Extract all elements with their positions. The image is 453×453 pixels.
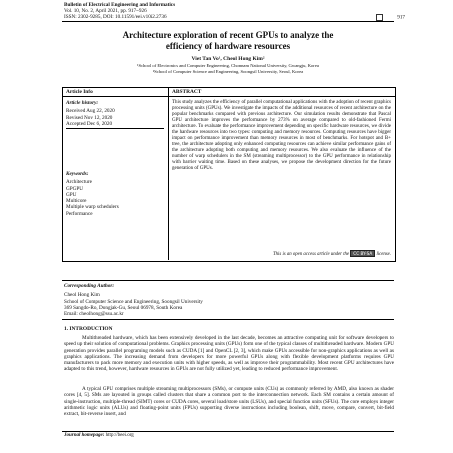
keyword: Multiple warp schedulers [66, 204, 119, 211]
homepage-link[interactable]: http://beei.org [105, 433, 134, 438]
history-heading: Article history: [66, 100, 99, 106]
journal-name: Bulletin of Electrical Engineering and Informatics [64, 2, 176, 8]
introduction-paragraph-1: Multithreaded hardware, which has been extensively developed in the last decade, becomes an attractive computing unit for software developers to speed up their solution of computational problems. Graphics processing units (GPUs) form one of the typical classes of multithreaded hardware. Modern GPU generation provides parallel programing models such as CUDA [1] and OpenCL [2, 3], which make GPUs accessible for non-graphics applications as well as graphics applications. The increasing demand from developers for more powerful GPUs along with flexible development platforms requires GPU manufacturers to pack more memory and execution units with higher speeds, as well as improve their programmability. Most recent GPU architectures have adapted to this trend, however, hardware resources in GPUs are not fully utilized yet, leading to reduced performance improvement. [64, 335, 394, 373]
header-rule [62, 21, 394, 22]
table-column-divider [168, 87, 169, 260]
corresponding-name: Cheol Hong Kim [64, 292, 100, 299]
journal-volume: Vol. 10, No. 2, April 2021, pp. 917~926 [64, 8, 147, 15]
corresponding-address: 369 Sangdo-Ro, Dongjak-Gu, Seoul 06978, South Korea [64, 304, 183, 311]
article-info-heading: Article Info [66, 88, 93, 95]
keyword: GPGPU [66, 185, 84, 192]
keyword: Architecture [66, 179, 92, 186]
journal-issn: ISSN: 2302-9285, DOI: 10.11591/eei.v10i2.2736 [64, 14, 167, 21]
corresponding-email: Email: cheolhong@ssu.ac.kr [64, 311, 124, 318]
corresponding-top-rule [62, 280, 394, 281]
keyword: Performance [66, 210, 93, 217]
info-divider [66, 128, 164, 129]
page-number-area [376, 14, 405, 21]
abstract-text: This study analyzes the efficiency of parallel computational applications with the adoption of recent graphics processing units (GPUs). We investigate the impacts of the additional resources of recent architecture on the popular benchmarks compared with previous architecture. Our simulation results demonstrate that Pascal GPU architecture improves the performance by 273% on average compared to old-fashioned Fermi architecture. To evaluate the performance improvement depending on specific hardware resources, we divide the hardware resources into two types: computing and memory resources. Computing resources have bigger impact on performance improvement than memory resources in most of benchmarks. For hotspot and B+ tree, the architecture adopting only enhanced computing resources can achieve similar performance gains of the architecture adopting both computing and memory resources. We also evaluate the influence of the number of warp schedulers in the SM (streaming multiprocessor) to the GPU performance in relationship with barrier waiting time. Based on these analyses, we propose the development direction for the future generation of GPUs. [172, 100, 391, 171]
journal-header [64, 2, 175, 21]
corresponding-heading: Corresponding Author: [64, 283, 115, 289]
affiliation-1: ¹School of Electronics and Computer Engineering, Chonnam National University, Gwangju, Korea [137, 63, 319, 68]
history-received: Received Aug 22, 2020 [66, 108, 115, 115]
introduction-paragraph-2: A typical GPU comprises multiple streaming multiprocessors (SMs), or compute units (CUs) as commonly referred by AMD, also known as shader cores [4, 5]. SMs are layouted in groups called clusters that share a common port to the interconnection network. Each SM contains a certain amount of single-instruction, multiple-thread (SIMT) cores or CUDA cores, several load/store units (LSUs), and special function units (SFUs). The core employs integer arithmetic logic units (ALUs) and floating-point units (FPUs) supporting diverse instructions including boolean, shift, move, compare, convert, bit-field extract, bit-reverse insert, and [64, 386, 394, 418]
keyword: Multicore [66, 198, 87, 205]
paper-title [60, 30, 396, 51]
table-header-divider [62, 96, 395, 97]
title-line-2: efficiency of hardware resources [165, 40, 291, 51]
corresponding-author [64, 283, 384, 317]
homepage-label: Journal homepage: [64, 433, 105, 438]
license-line [172, 250, 391, 257]
affiliations [60, 63, 396, 74]
footer-rule [62, 431, 394, 432]
keywords-heading: Keywords: [66, 171, 89, 177]
title-line-1: Architecture exploration of recent GPUs to analyze the [122, 30, 334, 40]
page-number: 917 [397, 14, 405, 21]
article-history [66, 100, 164, 127]
square-icon [376, 14, 383, 21]
affiliation-2: ²School of Computer Science and Engineering, Soongsil University, Seoul, Korea [152, 68, 304, 74]
introduction-heading: 1. INTRODUCTION [64, 326, 113, 332]
cc-by-sa-badge[interactable]: CC BY-SA [350, 250, 375, 257]
journal-homepage [64, 433, 134, 438]
keywords-block [66, 171, 164, 217]
history-accepted: Accepted Dec 6, 2020 [66, 120, 113, 127]
author-list: Viet Tan Vo¹, Cheol Hong Kim² [191, 56, 265, 62]
corresponding-school: School of Computer Science and Engineering, Soongsil University [64, 298, 203, 305]
corresponding-bottom-rule [62, 319, 394, 320]
history-revised: Revised Nov 12, 2020 [66, 114, 113, 121]
keyword: GPU [66, 191, 77, 198]
license-text: This is an open access article under the [272, 252, 350, 257]
abstract-heading: ABSTRACT [172, 88, 202, 95]
license-suffix: license. [376, 252, 391, 257]
